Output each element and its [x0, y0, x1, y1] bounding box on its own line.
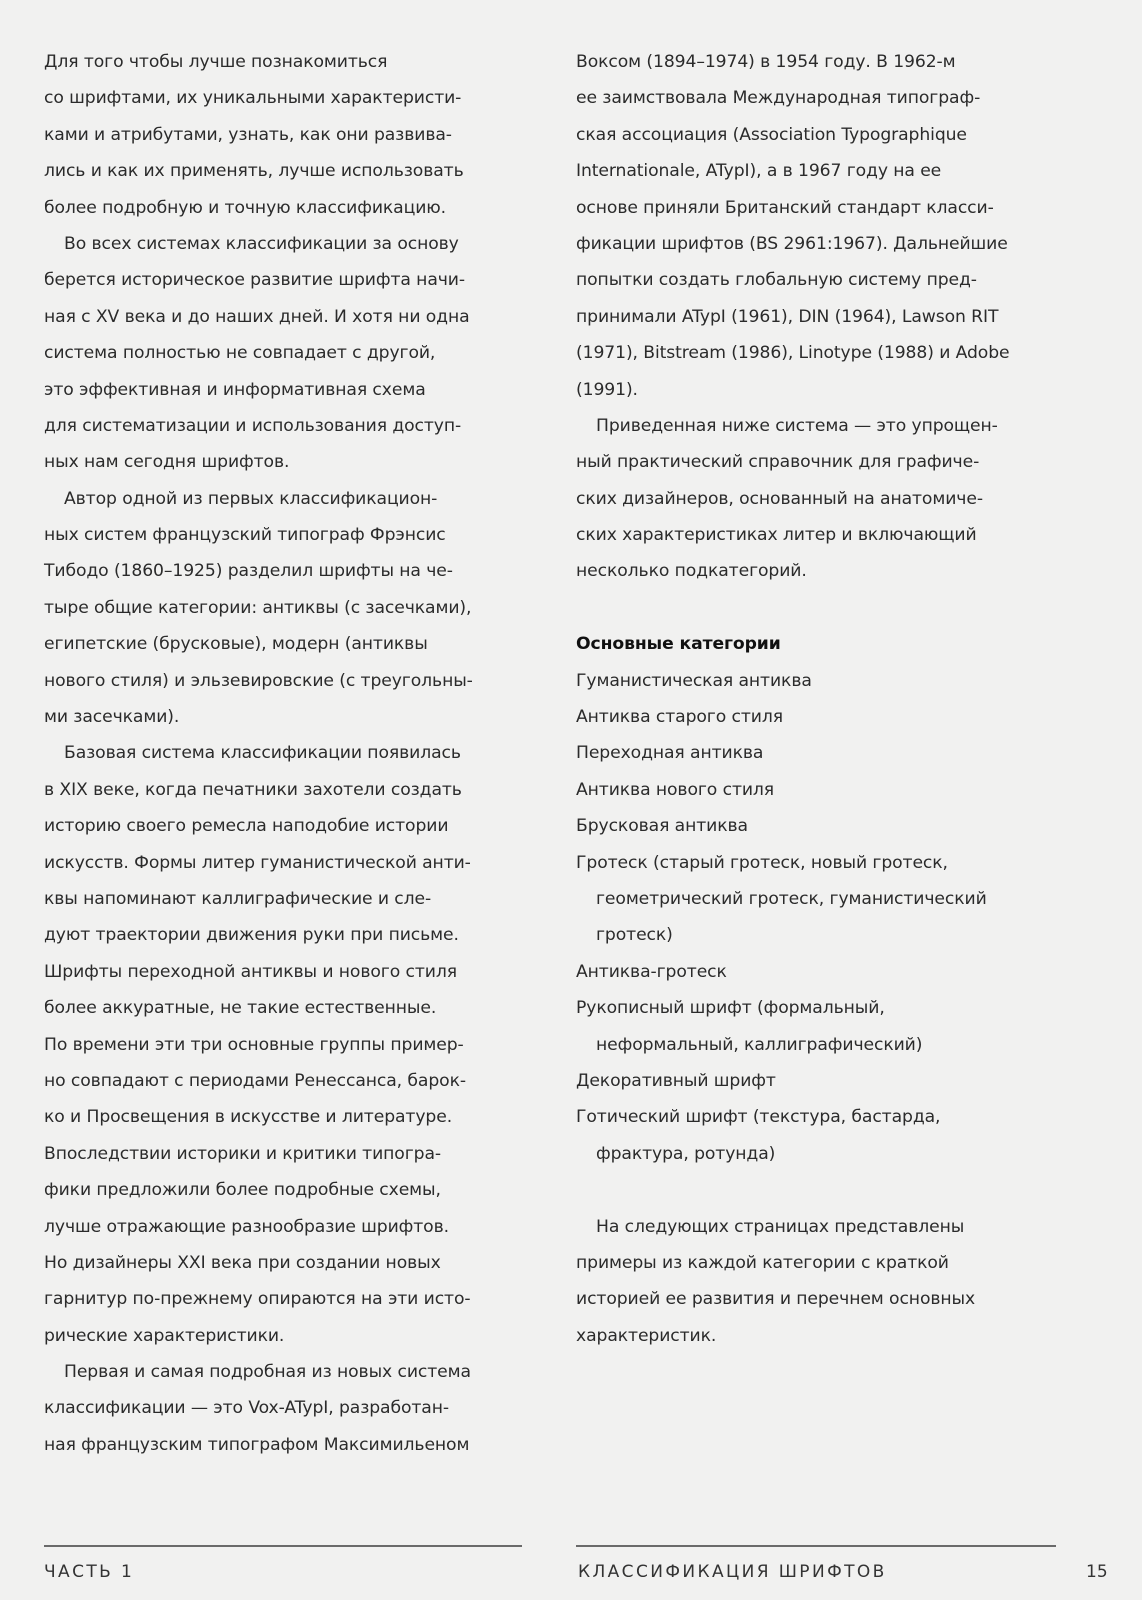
text-line: классификации — это Vox-ATypI, разработан- — [44, 1398, 449, 1419]
text-line: дуют траектории движения руки при письме. — [44, 925, 459, 946]
text-line: Internationale, ATypI), а в 1967 году на ее — [576, 161, 942, 182]
text-line: ных нам сегодня шрифтов. — [44, 452, 290, 473]
text-line: ная с XV века и до наших дней. И хотя ни одна — [44, 306, 470, 327]
text-line: принимали ATypI (1961), DIN (1964), Lawson RIT — [576, 306, 999, 327]
text-line: лись и как их применять, лучше использовать — [44, 161, 464, 182]
text-line: Для того чтобы лучше познакомиться — [44, 52, 388, 72]
page-number: 15 — [1086, 1562, 1108, 1582]
text-line: это эффективная и информативная схема — [44, 379, 426, 400]
text-line: искусств. Формы литер гуманистической анти- — [44, 852, 471, 873]
text-line: По времени эти три основные группы пример- — [44, 1034, 464, 1055]
text-line: рические характеристики. — [44, 1325, 285, 1346]
footer-chapter-title: КЛАССИФИКАЦИЯ ШРИФТОВ — [578, 1562, 887, 1582]
text-line: характеристик. — [576, 1325, 717, 1346]
text-line: в XIX веке, когда печатники захотели создать — [44, 779, 462, 800]
text-line: для систематизации и использования доступ- — [44, 415, 462, 436]
text-line: со шрифтами, их уникальными характеристи- — [44, 88, 462, 109]
text-line: ми засечками). — [44, 707, 180, 728]
paragraph-gap — [576, 590, 1056, 626]
text-line: Воксом (1894–1974) в 1954 году. В 1962-м — [576, 52, 956, 72]
section-heading: Основные категории — [576, 634, 781, 655]
text-line: гарнитур по-прежнему опираются на эти исто- — [44, 1289, 471, 1310]
text-line: примеры из каждой категории с краткой — [576, 1252, 949, 1273]
text-line: Гуманистическая антиква — [576, 670, 812, 691]
text-line: ская ассоциация (Association Typographique — [576, 124, 967, 145]
text-line: попытки создать глобальную систему пред- — [576, 270, 977, 291]
text-line: Переходная антиква — [576, 743, 764, 764]
text-line: более аккуратные, не такие естественные. — [44, 998, 437, 1019]
text-line: ских дизайнеров, основанный на анатомиче- — [576, 488, 983, 509]
text-line: более подробную и точную классификацию. — [44, 197, 447, 218]
text-line: геометрический гротеск, гуманистический — [596, 888, 987, 909]
text-line: египетские (брусковые), модерн (антиквы — [44, 634, 428, 655]
text-line: гротеск) — [596, 925, 673, 946]
text-line: Антиква старого стиля — [576, 707, 783, 728]
text-line: Рукописный шрифт (формальный, — [576, 998, 885, 1019]
text-line: Но дизайнеры XXI века при создании новых — [44, 1252, 441, 1273]
text-line: берется историческое развитие шрифта начи- — [44, 270, 465, 291]
footer-rule-left — [44, 1545, 522, 1547]
text-line: тыре общие категории: антиквы (с засечками), — [44, 597, 472, 618]
text-line: ная французским типографом Максимильеном — [44, 1434, 470, 1455]
text-line: Шрифты переходной антиквы и нового стиля — [44, 961, 457, 982]
text-line: система полностью не совпадает с другой, — [44, 343, 436, 364]
text-line: историей ее развития и перечнем основных — [576, 1289, 976, 1310]
text-line: Антиква нового стиля — [576, 779, 775, 800]
text-line: фрактура, ротунда) — [596, 1143, 776, 1164]
text-line: Приведенная ниже система — это упрощен- — [596, 415, 998, 436]
text-line: но совпадают с периодами Ренессанса, барок- — [44, 1070, 466, 1091]
text-line: историю своего ремесла наподобие истории — [44, 816, 449, 837]
paragraph-gap — [576, 1172, 1056, 1208]
text-line: Во всех системах классификации за основу — [64, 233, 459, 254]
text-line: ских характеристиках литер и включающий — [576, 525, 977, 546]
text-line: Тибодо (1860–1925) разделил шрифты на че- — [44, 561, 453, 582]
text-line: квы напоминают каллиграфические и сле- — [44, 888, 432, 909]
footer-part-label: ЧАСТЬ 1 — [44, 1562, 135, 1582]
text-line: (1991). — [576, 379, 638, 400]
text-line: Первая и самая подробная из новых система — [64, 1362, 471, 1383]
footer-rule-right — [576, 1545, 1056, 1547]
text-line: Готический шрифт (текстура, бастарда, — [576, 1107, 941, 1128]
text-line: (1971), Bitstream (1986), Linotype (1988) и Adobe — [576, 343, 1010, 364]
text-line: На следующих страницах представлены — [596, 1216, 965, 1237]
text-line: ных систем французский типограф Фрэнсис — [44, 525, 446, 546]
text-line: фики предложили более подробные схемы, — [44, 1180, 441, 1201]
right-text-column — [576, 44, 1056, 1354]
text-line: ками и атрибутами, узнать, как они развива- — [44, 124, 452, 145]
text-line: Гротеск (старый гротеск, новый гротеск, — [576, 852, 948, 873]
text-line: Впоследствии историки и критики типогра- — [44, 1143, 441, 1164]
text-line: основе приняли Британский стандарт класси- — [576, 197, 994, 218]
text-line: Брусковая антиква — [576, 816, 748, 837]
text-line: неформальный, каллиграфический) — [596, 1034, 923, 1055]
text-line: несколько подкатегорий. — [576, 561, 807, 582]
text-line: ее заимствовала Международная типограф- — [576, 88, 981, 109]
text-line: ный практический справочник для графиче- — [576, 452, 980, 473]
text-line: Базовая система классификации появилась — [64, 743, 461, 764]
left-text-column — [44, 44, 524, 1463]
text-line: Декоративный шрифт — [576, 1070, 776, 1091]
text-line: Антиква-гротеск — [576, 961, 727, 982]
text-line: Автор одной из первых классификацион- — [64, 488, 438, 509]
text-line: нового стиля) и эльзевировские (с треугольны- — [44, 670, 473, 691]
text-line: ко и Просвещения в искусстве и литературе. — [44, 1107, 453, 1128]
text-line: фикации шрифтов (BS 2961:1967). Дальнейшие — [576, 233, 1008, 254]
text-line: лучше отражающие разнообразие шрифтов. — [44, 1216, 449, 1237]
